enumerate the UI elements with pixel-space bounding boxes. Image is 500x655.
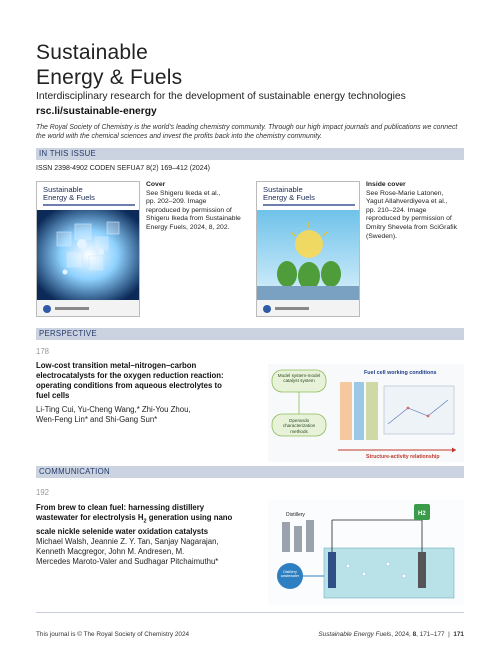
journal-url-link[interactable]: rsc.li/sustainable-energy <box>36 106 157 117</box>
inside-cover-label: Inside cover <box>366 181 406 188</box>
footer-page-number: 171 <box>453 631 464 638</box>
cover-thumb-title: Sustainable Energy & Fuels <box>43 185 95 203</box>
graphic-box-model-system: Model system-model catalyst system <box>277 373 321 384</box>
communication-toc-graphic[interactable] <box>268 500 464 606</box>
footer-divider <box>36 612 464 613</box>
front-cover-artwork <box>37 182 140 317</box>
journal-title-line2: Energy & Fuels <box>36 66 183 89</box>
journal-title <box>36 40 182 90</box>
graphic-h2-label: H2 <box>418 511 426 517</box>
graphic-wastewater-label: Distillery wastewater <box>280 570 300 579</box>
front-cover-image[interactable] <box>36 181 140 317</box>
graphic-heading: Fuel cell working conditions <box>364 370 437 376</box>
graphic-distillery-label: Distillery <box>286 512 305 518</box>
communication-graphic-svg <box>268 500 464 606</box>
communication-page-number: 192 <box>36 488 50 497</box>
perspective-graphic-svg <box>268 364 464 462</box>
issn-line: ISSN 2398-4902 CODEN SEFUA7 8(2) 169–412 (2024) <box>36 165 210 172</box>
inside-cover-thumb-title: Sustainable Energy & Fuels <box>263 185 315 203</box>
rsc-blurb: The Royal Society of Chemistry is the world's leading chemistry community. Through our high impact journals and publications we connect the world with the chemical sciences and invest the profits back into the chemistry community. <box>36 124 458 140</box>
journal-tagline: Interdisciplinary research for the development of sustainable energy technologies <box>36 91 406 102</box>
inside-cover-artwork <box>257 182 360 317</box>
graphic-arrow-label: Structure-activity relationship <box>366 454 440 460</box>
inside-cover-image[interactable] <box>256 181 360 317</box>
section-bar-communication: COMMUNICATION <box>36 466 464 478</box>
cover-label: Cover <box>146 181 166 188</box>
section-bar-in-this-issue: IN THIS ISSUE <box>36 148 464 160</box>
inside-cover-caption: Inside cover See Rose-Marie Latonen, Yagut Allahverdiyeva et al., pp. 210–224. Image reproduced by permission of Dmitry Shevela from SciGrafik (Sweden). <box>366 181 466 241</box>
perspective-article-title[interactable]: Low-cost transition metal–nitrogen–carbon electrocatalysts for the oxygen reduction reaction: operating conditions from aqueous electrolytes to fuel cells <box>36 361 224 400</box>
footer-copyright: This journal is © The Royal Society of Chemistry 2024 <box>36 631 190 638</box>
journal-title-line1: Sustainable <box>36 41 148 64</box>
graphic-box-operando: Operando characterization methods <box>282 418 316 434</box>
communication-article-title[interactable]: From brew to clean fuel: harnessing distillery wastewater for electrolysis $H_2$ generation using nano scale nickle selenide water oxidation catalysts <box>36 503 233 536</box>
footer-citation: Sustainable Energy Fuels, 2024, 8, 171–177 | 171 <box>318 631 464 638</box>
perspective-authors: Li-Ting Cui, Yu-Cheng Wang,* Zhi-You Zhou, Wen-Feng Lin* and Shi-Gang Sun* <box>36 405 191 424</box>
front-cover-caption: Cover See Shigeru Ikeda et al., pp. 202–209. Image reproduced by permission of Shigeru Ikeda from Sustainable Energy Fuels, 2024, 8, 202. <box>146 181 246 233</box>
perspective-page-number: 178 <box>36 347 50 356</box>
section-bar-perspective: PERSPECTIVE <box>36 328 464 340</box>
perspective-toc-graphic[interactable] <box>268 364 464 462</box>
communication-authors: Michael Walsh, Jeannie Z. Y. Tan, Sanjay Nagarajan, Kenneth Macgregor, John M. Andresen, M. Mercedes Maroto-Valer and Sudhagar Pitchaimuthu* <box>36 537 219 566</box>
